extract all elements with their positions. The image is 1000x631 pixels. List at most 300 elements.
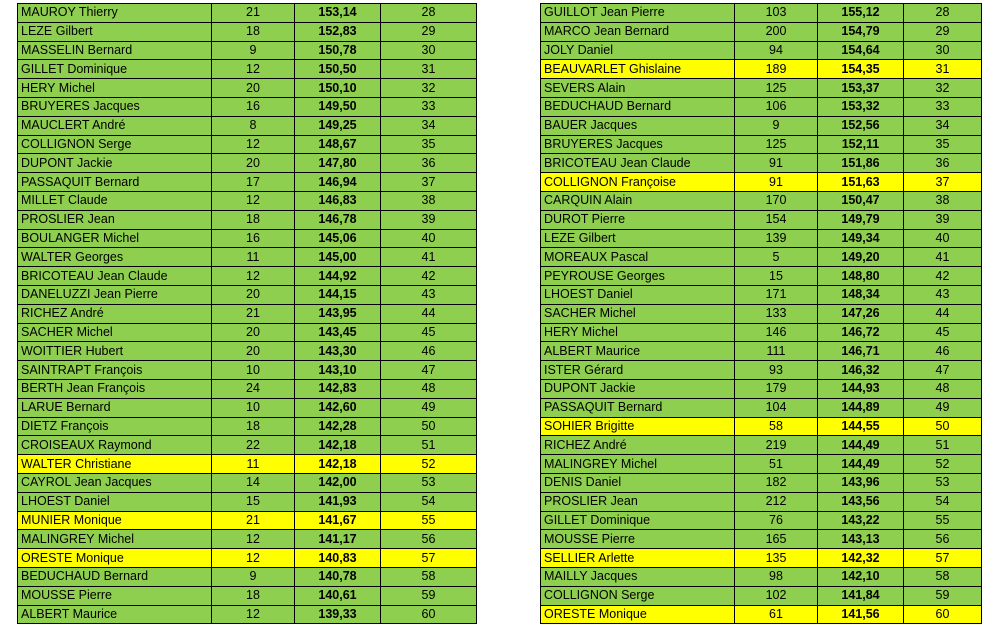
player-score-cell: 153,32 — [818, 97, 904, 116]
player-count-cell: 11 — [212, 248, 295, 267]
player-name-cell: PASSAQUIT Bernard — [18, 173, 212, 192]
player-rank-cell: 41 — [904, 248, 982, 267]
player-name-cell: PROSLIER Jean — [541, 492, 735, 511]
player-score-cell: 141,67 — [295, 511, 381, 530]
ranking-table-right-body — [541, 4, 982, 624]
player-score-cell: 146,83 — [295, 191, 381, 210]
table-row — [18, 191, 477, 210]
player-name-cell: SACHER Michel — [541, 304, 735, 323]
table-row — [541, 97, 982, 116]
player-name-cell: COLLIGNON Serge — [18, 135, 212, 154]
player-rank-cell: 52 — [904, 455, 982, 474]
player-count-cell: 20 — [212, 285, 295, 304]
player-name-cell: MAUCLERT André — [18, 116, 212, 135]
player-rank-cell: 40 — [381, 229, 477, 248]
player-count-cell: 51 — [735, 455, 818, 474]
player-score-cell: 142,18 — [295, 436, 381, 455]
player-rank-cell: 46 — [381, 342, 477, 361]
player-score-cell: 148,34 — [818, 285, 904, 304]
player-rank-cell: 29 — [381, 22, 477, 41]
player-name-cell: GILLET Dominique — [18, 60, 212, 79]
player-score-cell: 142,60 — [295, 398, 381, 417]
player-score-cell: 142,32 — [818, 549, 904, 568]
table-row — [18, 229, 477, 248]
table-row — [541, 530, 982, 549]
player-score-cell: 146,78 — [295, 210, 381, 229]
player-score-cell: 143,13 — [818, 530, 904, 549]
table-row — [541, 586, 982, 605]
player-count-cell: 20 — [212, 154, 295, 173]
player-rank-cell: 28 — [904, 4, 982, 23]
player-count-cell: 21 — [212, 304, 295, 323]
table-row — [541, 4, 982, 23]
table-row — [541, 210, 982, 229]
table-row — [18, 267, 477, 286]
player-rank-cell: 33 — [381, 97, 477, 116]
player-rank-cell: 46 — [904, 342, 982, 361]
player-rank-cell: 53 — [381, 473, 477, 492]
player-name-cell: ALBERT Maurice — [541, 342, 735, 361]
player-count-cell: 102 — [735, 586, 818, 605]
player-count-cell: 15 — [212, 492, 295, 511]
player-name-cell: PEYROUSE Georges — [541, 267, 735, 286]
table-row — [18, 473, 477, 492]
table-row — [18, 135, 477, 154]
player-score-cell: 144,49 — [818, 436, 904, 455]
player-count-cell: 125 — [735, 135, 818, 154]
player-rank-cell: 49 — [904, 398, 982, 417]
table-row — [18, 79, 477, 98]
player-name-cell: DUPONT Jackie — [18, 154, 212, 173]
player-name-cell: BRUYERES Jacques — [541, 135, 735, 154]
table-row — [18, 285, 477, 304]
player-rank-cell: 53 — [904, 473, 982, 492]
player-name-cell: MAUROY Thierry — [18, 4, 212, 23]
player-count-cell: 16 — [212, 229, 295, 248]
player-score-cell: 141,56 — [818, 605, 904, 624]
player-name-cell: DUPONT Jackie — [541, 379, 735, 398]
player-count-cell: 135 — [735, 549, 818, 568]
player-name-cell: DANELUZZI Jean Pierre — [18, 285, 212, 304]
player-count-cell: 154 — [735, 210, 818, 229]
player-name-cell: COLLIGNON Françoise — [541, 173, 735, 192]
table-row — [541, 511, 982, 530]
player-name-cell: BEDUCHAUD Bernard — [18, 567, 212, 586]
table-row — [541, 285, 982, 304]
table-row — [541, 323, 982, 342]
player-count-cell: 165 — [735, 530, 818, 549]
player-rank-cell: 59 — [904, 586, 982, 605]
player-count-cell: 20 — [212, 342, 295, 361]
player-count-cell: 12 — [212, 530, 295, 549]
player-count-cell: 8 — [212, 116, 295, 135]
player-count-cell: 212 — [735, 492, 818, 511]
player-count-cell: 106 — [735, 97, 818, 116]
player-count-cell: 189 — [735, 60, 818, 79]
table-row — [541, 436, 982, 455]
player-name-cell: BOULANGER Michel — [18, 229, 212, 248]
table-row — [18, 304, 477, 323]
player-rank-cell: 56 — [904, 530, 982, 549]
player-rank-cell: 29 — [904, 22, 982, 41]
table-row — [541, 116, 982, 135]
player-score-cell: 143,45 — [295, 323, 381, 342]
player-name-cell: BRICOTEAU Jean Claude — [18, 267, 212, 286]
table-row — [18, 60, 477, 79]
player-name-cell: SAINTRAPT François — [18, 361, 212, 380]
player-score-cell: 143,30 — [295, 342, 381, 361]
table-row — [18, 154, 477, 173]
player-score-cell: 150,10 — [295, 79, 381, 98]
table-row — [541, 229, 982, 248]
player-score-cell: 153,14 — [295, 4, 381, 23]
player-count-cell: 20 — [212, 79, 295, 98]
player-name-cell: MOUSSE Pierre — [18, 586, 212, 605]
table-row — [18, 22, 477, 41]
player-rank-cell: 57 — [381, 549, 477, 568]
player-name-cell: BAUER Jacques — [541, 116, 735, 135]
player-count-cell: 170 — [735, 191, 818, 210]
player-score-cell: 143,96 — [818, 473, 904, 492]
player-name-cell: SEVERS Alain — [541, 79, 735, 98]
player-name-cell: ISTER Gérard — [541, 361, 735, 380]
player-name-cell: DIETZ François — [18, 417, 212, 436]
player-name-cell: MARCO Jean Bernard — [541, 22, 735, 41]
player-rank-cell: 39 — [904, 210, 982, 229]
table-row — [18, 361, 477, 380]
player-name-cell: MILLET Claude — [18, 191, 212, 210]
table-row-highlighted — [541, 549, 982, 568]
player-score-cell: 151,63 — [818, 173, 904, 192]
player-count-cell: 171 — [735, 285, 818, 304]
player-rank-cell: 37 — [904, 173, 982, 192]
player-count-cell: 133 — [735, 304, 818, 323]
table-row — [18, 605, 477, 624]
player-rank-cell: 30 — [904, 41, 982, 60]
player-rank-cell: 48 — [381, 379, 477, 398]
player-name-cell: ORESTE Monique — [541, 605, 735, 624]
player-name-cell: MOREAUX Pascal — [541, 248, 735, 267]
player-name-cell: JOLY Daniel — [541, 41, 735, 60]
player-name-cell: LEZE Gilbert — [18, 22, 212, 41]
table-row-highlighted — [541, 417, 982, 436]
player-score-cell: 143,22 — [818, 511, 904, 530]
table-row-highlighted — [18, 549, 477, 568]
player-rank-cell: 54 — [904, 492, 982, 511]
player-count-cell: 15 — [735, 267, 818, 286]
player-score-cell: 148,67 — [295, 135, 381, 154]
table-row — [541, 191, 982, 210]
table-row — [541, 304, 982, 323]
player-rank-cell: 33 — [904, 97, 982, 116]
player-rank-cell: 47 — [904, 361, 982, 380]
player-rank-cell: 44 — [381, 304, 477, 323]
player-score-cell: 147,26 — [818, 304, 904, 323]
player-count-cell: 146 — [735, 323, 818, 342]
player-rank-cell: 30 — [381, 41, 477, 60]
player-rank-cell: 39 — [381, 210, 477, 229]
table-row — [541, 567, 982, 586]
player-count-cell: 20 — [212, 323, 295, 342]
player-name-cell: SELLIER Arlette — [541, 549, 735, 568]
player-score-cell: 146,71 — [818, 342, 904, 361]
player-score-cell: 142,00 — [295, 473, 381, 492]
player-rank-cell: 47 — [381, 361, 477, 380]
player-score-cell: 150,50 — [295, 60, 381, 79]
player-rank-cell: 45 — [904, 323, 982, 342]
player-rank-cell: 42 — [381, 267, 477, 286]
player-score-cell: 152,56 — [818, 116, 904, 135]
player-rank-cell: 42 — [904, 267, 982, 286]
player-score-cell: 141,84 — [818, 586, 904, 605]
table-row — [541, 473, 982, 492]
player-count-cell: 200 — [735, 22, 818, 41]
player-rank-cell: 34 — [381, 116, 477, 135]
player-rank-cell: 31 — [381, 60, 477, 79]
player-name-cell: MUNIER Monique — [18, 511, 212, 530]
player-name-cell: BRUYERES Jacques — [18, 97, 212, 116]
player-score-cell: 152,83 — [295, 22, 381, 41]
player-count-cell: 9 — [735, 116, 818, 135]
player-rank-cell: 37 — [381, 173, 477, 192]
player-count-cell: 104 — [735, 398, 818, 417]
player-score-cell: 154,64 — [818, 41, 904, 60]
player-score-cell: 148,80 — [818, 267, 904, 286]
player-count-cell: 5 — [735, 248, 818, 267]
table-row-highlighted — [18, 455, 477, 474]
player-rank-cell: 43 — [904, 285, 982, 304]
player-score-cell: 143,10 — [295, 361, 381, 380]
player-name-cell: CARQUIN Alain — [541, 191, 735, 210]
player-score-cell: 147,80 — [295, 154, 381, 173]
player-score-cell: 140,61 — [295, 586, 381, 605]
player-name-cell: ORESTE Monique — [18, 549, 212, 568]
table-row — [541, 248, 982, 267]
player-name-cell: BRICOTEAU Jean Claude — [541, 154, 735, 173]
player-name-cell: PROSLIER Jean — [18, 210, 212, 229]
player-rank-cell: 54 — [381, 492, 477, 511]
table-row — [18, 342, 477, 361]
player-rank-cell: 50 — [904, 417, 982, 436]
table-row — [18, 97, 477, 116]
player-count-cell: 98 — [735, 567, 818, 586]
table-row — [18, 116, 477, 135]
player-count-cell: 58 — [735, 417, 818, 436]
player-score-cell: 144,49 — [818, 455, 904, 474]
table-row — [541, 79, 982, 98]
player-rank-cell: 41 — [381, 248, 477, 267]
player-rank-cell: 58 — [904, 567, 982, 586]
player-rank-cell: 44 — [904, 304, 982, 323]
ranking-table-left — [17, 3, 477, 624]
table-row — [18, 210, 477, 229]
player-name-cell: MOUSSE Pierre — [541, 530, 735, 549]
player-score-cell: 143,95 — [295, 304, 381, 323]
player-score-cell: 153,37 — [818, 79, 904, 98]
player-rank-cell: 57 — [904, 549, 982, 568]
table-row — [18, 173, 477, 192]
player-count-cell: 9 — [212, 41, 295, 60]
player-rank-cell: 48 — [904, 379, 982, 398]
player-name-cell: LHOEST Daniel — [541, 285, 735, 304]
player-count-cell: 12 — [212, 605, 295, 624]
table-row — [18, 492, 477, 511]
player-rank-cell: 45 — [381, 323, 477, 342]
player-rank-cell: 36 — [904, 154, 982, 173]
player-count-cell: 182 — [735, 473, 818, 492]
player-score-cell: 144,89 — [818, 398, 904, 417]
player-score-cell: 149,20 — [818, 248, 904, 267]
player-score-cell: 152,11 — [818, 135, 904, 154]
player-rank-cell: 34 — [904, 116, 982, 135]
player-count-cell: 103 — [735, 4, 818, 23]
table-row — [541, 361, 982, 380]
player-name-cell: RICHEZ André — [541, 436, 735, 455]
player-count-cell: 18 — [212, 22, 295, 41]
player-score-cell: 149,34 — [818, 229, 904, 248]
table-row — [18, 530, 477, 549]
table-row — [541, 455, 982, 474]
player-count-cell: 93 — [735, 361, 818, 380]
player-name-cell: BEDUCHAUD Bernard — [541, 97, 735, 116]
table-row — [541, 41, 982, 60]
player-count-cell: 91 — [735, 173, 818, 192]
player-count-cell: 10 — [212, 361, 295, 380]
player-rank-cell: 49 — [381, 398, 477, 417]
player-count-cell: 125 — [735, 79, 818, 98]
player-rank-cell: 58 — [381, 567, 477, 586]
table-row — [18, 4, 477, 23]
player-rank-cell: 38 — [381, 191, 477, 210]
table-row — [541, 22, 982, 41]
player-count-cell: 9 — [212, 567, 295, 586]
player-count-cell: 14 — [212, 473, 295, 492]
player-name-cell: HERY Michel — [541, 323, 735, 342]
player-rank-cell: 38 — [904, 191, 982, 210]
player-count-cell: 12 — [212, 549, 295, 568]
player-rank-cell: 40 — [904, 229, 982, 248]
table-row — [541, 154, 982, 173]
player-name-cell: LEZE Gilbert — [541, 229, 735, 248]
player-score-cell: 154,79 — [818, 22, 904, 41]
player-name-cell: COLLIGNON Serge — [541, 586, 735, 605]
player-count-cell: 179 — [735, 379, 818, 398]
player-count-cell: 12 — [212, 191, 295, 210]
table-row — [18, 398, 477, 417]
table-row — [18, 417, 477, 436]
table-row-highlighted — [541, 173, 982, 192]
player-score-cell: 146,72 — [818, 323, 904, 342]
player-name-cell: GUILLOT Jean Pierre — [541, 4, 735, 23]
player-score-cell: 142,10 — [818, 567, 904, 586]
player-name-cell: MALINGREY Michel — [18, 530, 212, 549]
player-score-cell: 142,28 — [295, 417, 381, 436]
player-score-cell: 149,50 — [295, 97, 381, 116]
player-count-cell: 16 — [212, 97, 295, 116]
player-count-cell: 10 — [212, 398, 295, 417]
player-score-cell: 139,33 — [295, 605, 381, 624]
player-name-cell: ALBERT Maurice — [18, 605, 212, 624]
player-name-cell: BEAUVARLET Ghislaine — [541, 60, 735, 79]
player-score-cell: 145,00 — [295, 248, 381, 267]
ranking-table-left-body — [18, 4, 477, 624]
player-name-cell: LHOEST Daniel — [18, 492, 212, 511]
player-score-cell: 144,92 — [295, 267, 381, 286]
table-row — [541, 492, 982, 511]
player-rank-cell: 35 — [904, 135, 982, 154]
player-count-cell: 21 — [212, 4, 295, 23]
table-row — [541, 379, 982, 398]
player-name-cell: WALTER Georges — [18, 248, 212, 267]
table-row — [18, 323, 477, 342]
player-name-cell: DENIS Daniel — [541, 473, 735, 492]
player-name-cell: CAYROL Jean Jacques — [18, 473, 212, 492]
player-name-cell: SOHIER Brigitte — [541, 417, 735, 436]
player-count-cell: 22 — [212, 436, 295, 455]
player-score-cell: 140,78 — [295, 567, 381, 586]
player-rank-cell: 32 — [381, 79, 477, 98]
player-name-cell: LARUE Bernard — [18, 398, 212, 417]
player-count-cell: 139 — [735, 229, 818, 248]
player-score-cell: 144,55 — [818, 417, 904, 436]
player-name-cell: WALTER Christiane — [18, 455, 212, 474]
player-count-cell: 21 — [212, 511, 295, 530]
table-row-highlighted — [541, 605, 982, 624]
table-row — [18, 248, 477, 267]
table-row — [18, 567, 477, 586]
player-name-cell: GILLET Dominique — [541, 511, 735, 530]
player-rank-cell: 32 — [904, 79, 982, 98]
player-rank-cell: 28 — [381, 4, 477, 23]
player-score-cell: 145,06 — [295, 229, 381, 248]
player-rank-cell: 52 — [381, 455, 477, 474]
player-rank-cell: 36 — [381, 154, 477, 173]
player-count-cell: 18 — [212, 417, 295, 436]
player-count-cell: 11 — [212, 455, 295, 474]
player-score-cell: 143,56 — [818, 492, 904, 511]
player-score-cell: 141,93 — [295, 492, 381, 511]
player-rank-cell: 60 — [904, 605, 982, 624]
player-count-cell: 12 — [212, 267, 295, 286]
table-row — [541, 135, 982, 154]
player-count-cell: 111 — [735, 342, 818, 361]
player-rank-cell: 43 — [381, 285, 477, 304]
player-count-cell: 24 — [212, 379, 295, 398]
player-name-cell: WOITTIER Hubert — [18, 342, 212, 361]
player-count-cell: 18 — [212, 586, 295, 605]
player-score-cell: 141,17 — [295, 530, 381, 549]
table-row — [18, 41, 477, 60]
player-score-cell: 149,79 — [818, 210, 904, 229]
table-row-highlighted — [541, 60, 982, 79]
player-name-cell: PASSAQUIT Bernard — [541, 398, 735, 417]
player-rank-cell: 56 — [381, 530, 477, 549]
player-score-cell: 154,35 — [818, 60, 904, 79]
player-rank-cell: 55 — [381, 511, 477, 530]
player-name-cell: CROISEAUX Raymond — [18, 436, 212, 455]
player-rank-cell: 50 — [381, 417, 477, 436]
player-rank-cell: 55 — [904, 511, 982, 530]
player-rank-cell: 59 — [381, 586, 477, 605]
player-name-cell: MAILLY Jacques — [541, 567, 735, 586]
player-name-cell: BERTH Jean François — [18, 379, 212, 398]
player-name-cell: SACHER Michel — [18, 323, 212, 342]
player-score-cell: 144,15 — [295, 285, 381, 304]
player-count-cell: 94 — [735, 41, 818, 60]
ranking-table-right — [540, 3, 982, 624]
player-score-cell: 144,93 — [818, 379, 904, 398]
player-count-cell: 18 — [212, 210, 295, 229]
